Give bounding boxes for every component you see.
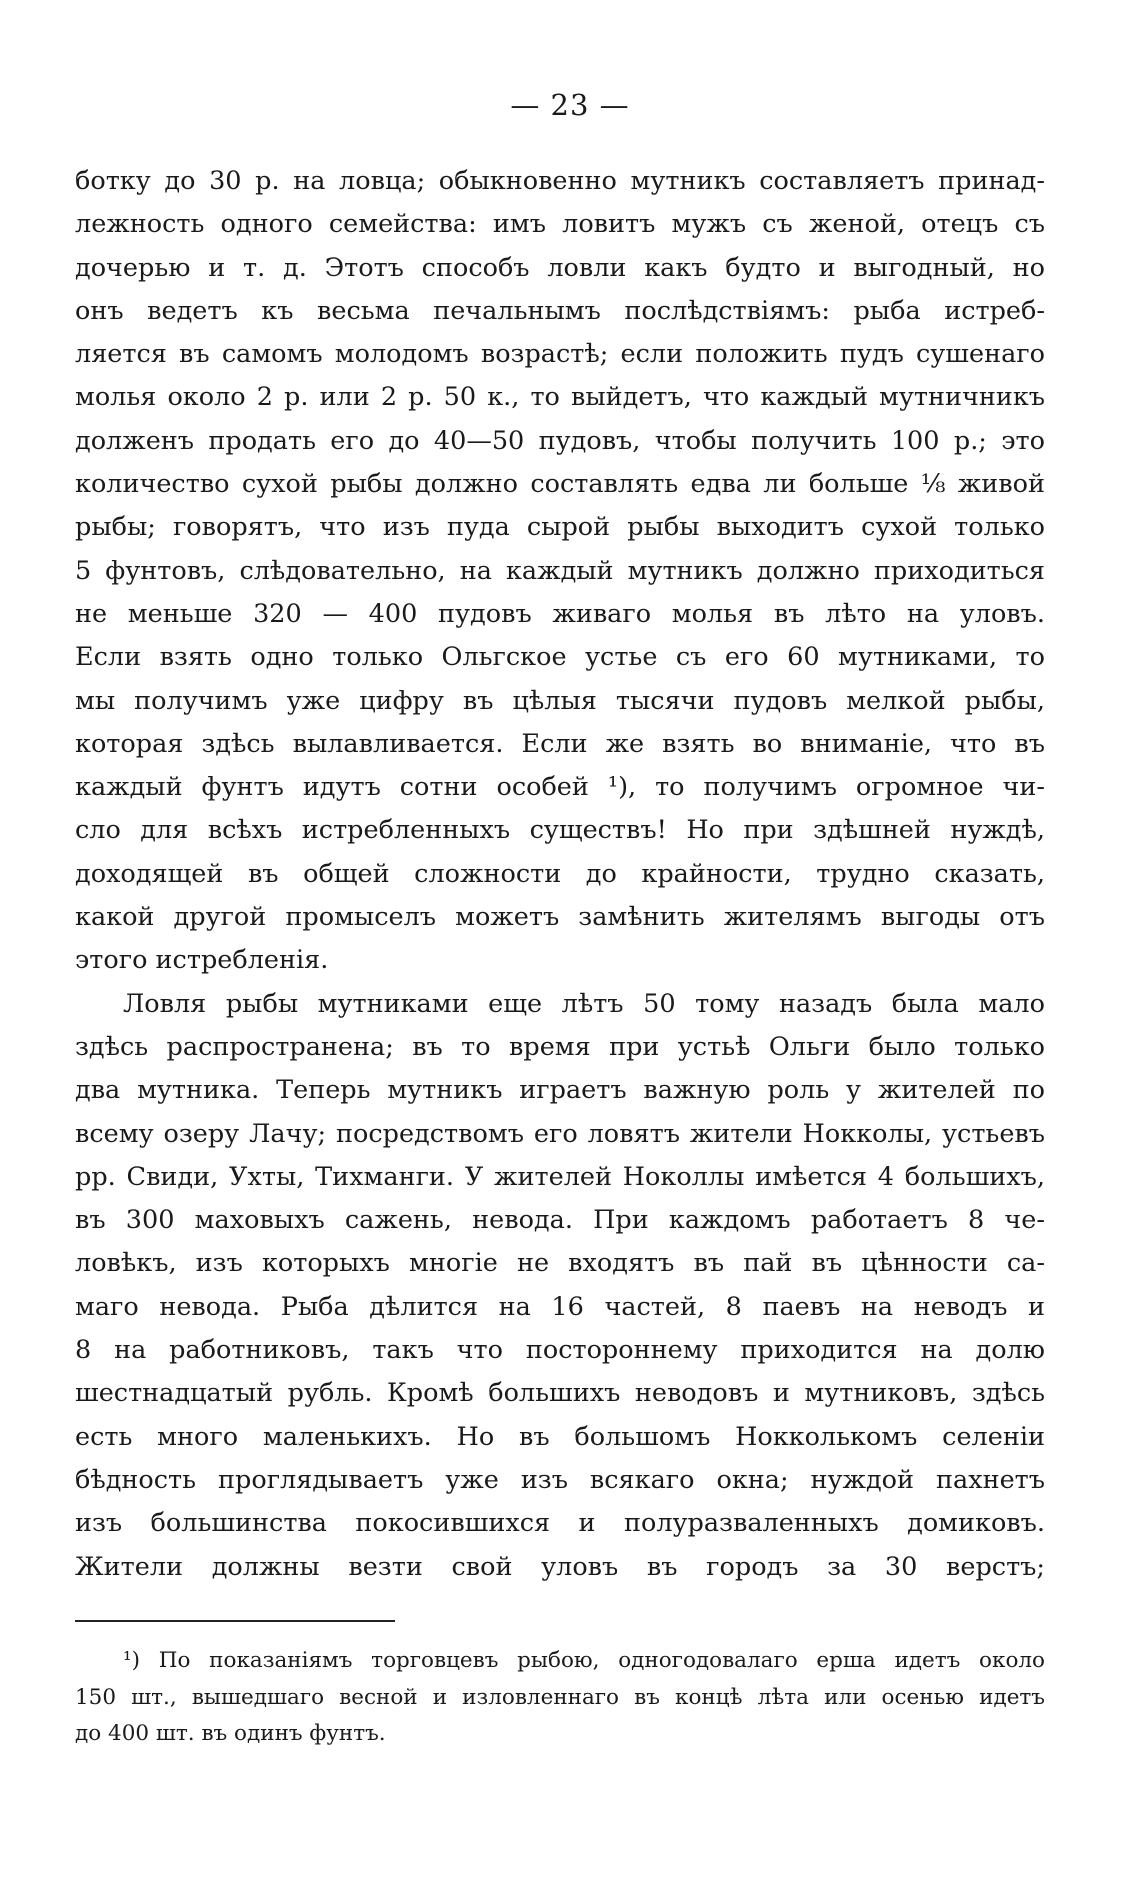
text-line: какой другой промыселъ можетъ замѣнить жителямъ выгоды отъ: [75, 902, 1045, 933]
text-line: количество сухой рыбы должно составлять едва ли больше ⅛ живой: [75, 469, 1045, 500]
text-line: рыбы; говорятъ, что изъ пуда сырой рыбы выходитъ сухой только: [75, 512, 1045, 543]
footnote-line: ¹) По показаніямъ торговцевъ рыбою, одногодовалаго ерша идетъ около: [123, 1648, 1045, 1673]
text-line: ляется въ самомъ молодомъ возрастѣ; если положить пудъ сушенаго: [75, 339, 1045, 370]
paragraph-start-line: Ловля рыбы мутниками еще лѣтъ 50 тому назадъ была мало: [123, 988, 1045, 1019]
text-line: два мутника. Теперь мутникъ играетъ важную роль у жителей по: [75, 1075, 1045, 1106]
text-line: шестнадцатый рубль. Кромѣ большихъ неводовъ и мутниковъ, здѣсь: [75, 1378, 1045, 1409]
text-line: въ 300 маховыхъ сажень, невода. При каждомъ работаетъ 8 че-: [75, 1205, 1045, 1236]
text-line: лежность одного семейства: имъ ловитъ мужъ съ женой, отецъ съ: [75, 209, 1045, 240]
text-line: маго невода. Рыба дѣлится на 16 частей, 8 паевъ на неводъ и: [75, 1291, 1045, 1322]
text-line: здѣсь распространена; въ то время при устьѣ Ольги было только: [75, 1031, 1045, 1062]
footnote-divider: [75, 1620, 395, 1622]
page-number: — 23 —: [510, 88, 630, 122]
text-line: ботку до 30 р. на ловца; обыкновенно мутникъ составляетъ принад-: [75, 166, 1045, 196]
text-line: ловѣкъ, изъ которыхъ многіе не входятъ въ пай въ цѣнности са-: [75, 1248, 1045, 1279]
text-line: онъ ведетъ къ весьма печальнымъ послѣдствіямъ: рыба истреб-: [75, 295, 1045, 326]
footnote-line: до 400 шт. въ одинъ фунтъ.: [75, 1721, 386, 1746]
paragraph-end-line: этого истребленія.: [75, 945, 329, 976]
text-line: рр. Свиди, Ухты, Тихманги. У жителей Ноколлы имѣется 4 большихъ,: [75, 1161, 1045, 1192]
text-line: которая здѣсь вылавливается. Если же взять во вниманіе, что въ: [75, 728, 1045, 759]
text-line: не меньше 320 — 400 пудовъ живаго молья въ лѣто на уловъ.: [75, 598, 1045, 629]
text-line: Если взять одно только Ольгское устье съ его 60 мутниками, то: [75, 642, 1045, 673]
text-line: 8 на работниковъ, такъ что постороннему приходится на долю: [75, 1335, 1045, 1366]
text-line: мы получимъ уже цифру въ цѣлыя тысячи пудовъ мелкой рыбы,: [75, 685, 1045, 716]
text-line: всему озеру Лачу; посредствомъ его ловятъ жители Нокколы, устьевъ: [75, 1118, 1045, 1149]
text-line: сло для всѣхъ истребленныхъ существъ! Но при здѣшней нуждѣ,: [75, 815, 1045, 846]
text-line: бѣдность проглядываетъ уже изъ всякаго окна; нуждой пахнетъ: [75, 1464, 1045, 1495]
text-line: Жители должны везти свой уловъ въ городъ за 30 верстъ;: [75, 1551, 1045, 1582]
text-line: 5 фунтовъ, слѣдовательно, на каждый мутникъ должно приходиться: [75, 555, 1045, 586]
body-text: [75, 160, 1045, 1589]
footnote: [75, 1643, 1045, 1753]
text-line: доходящей въ общей сложности до крайности, трудно сказать,: [75, 858, 1045, 889]
text-line: молья около 2 р. или 2 р. 50 к., то выйдетъ, что каждый мутничникъ: [75, 382, 1045, 413]
text-line: каждый фунтъ идутъ сотни особей ¹), то получимъ огромное чи-: [75, 772, 1045, 803]
text-line: есть много маленькихъ. Но въ большомъ Нокколькомъ селеніи: [75, 1421, 1045, 1452]
text-line: изъ большинства покосившихся и полуразваленныхъ домиковъ.: [75, 1508, 1045, 1539]
text-line: долженъ продать его до 40—50 пудовъ, чтобы получить 100 р.; это: [75, 425, 1045, 456]
footnote-line: 150 шт., вышедшаго весной и изловленнаго въ концѣ лѣта или осенью идетъ: [75, 1684, 1045, 1710]
text-line: дочерью и т. д. Этотъ способъ ловли какъ будто и выгодный, но: [75, 252, 1045, 283]
